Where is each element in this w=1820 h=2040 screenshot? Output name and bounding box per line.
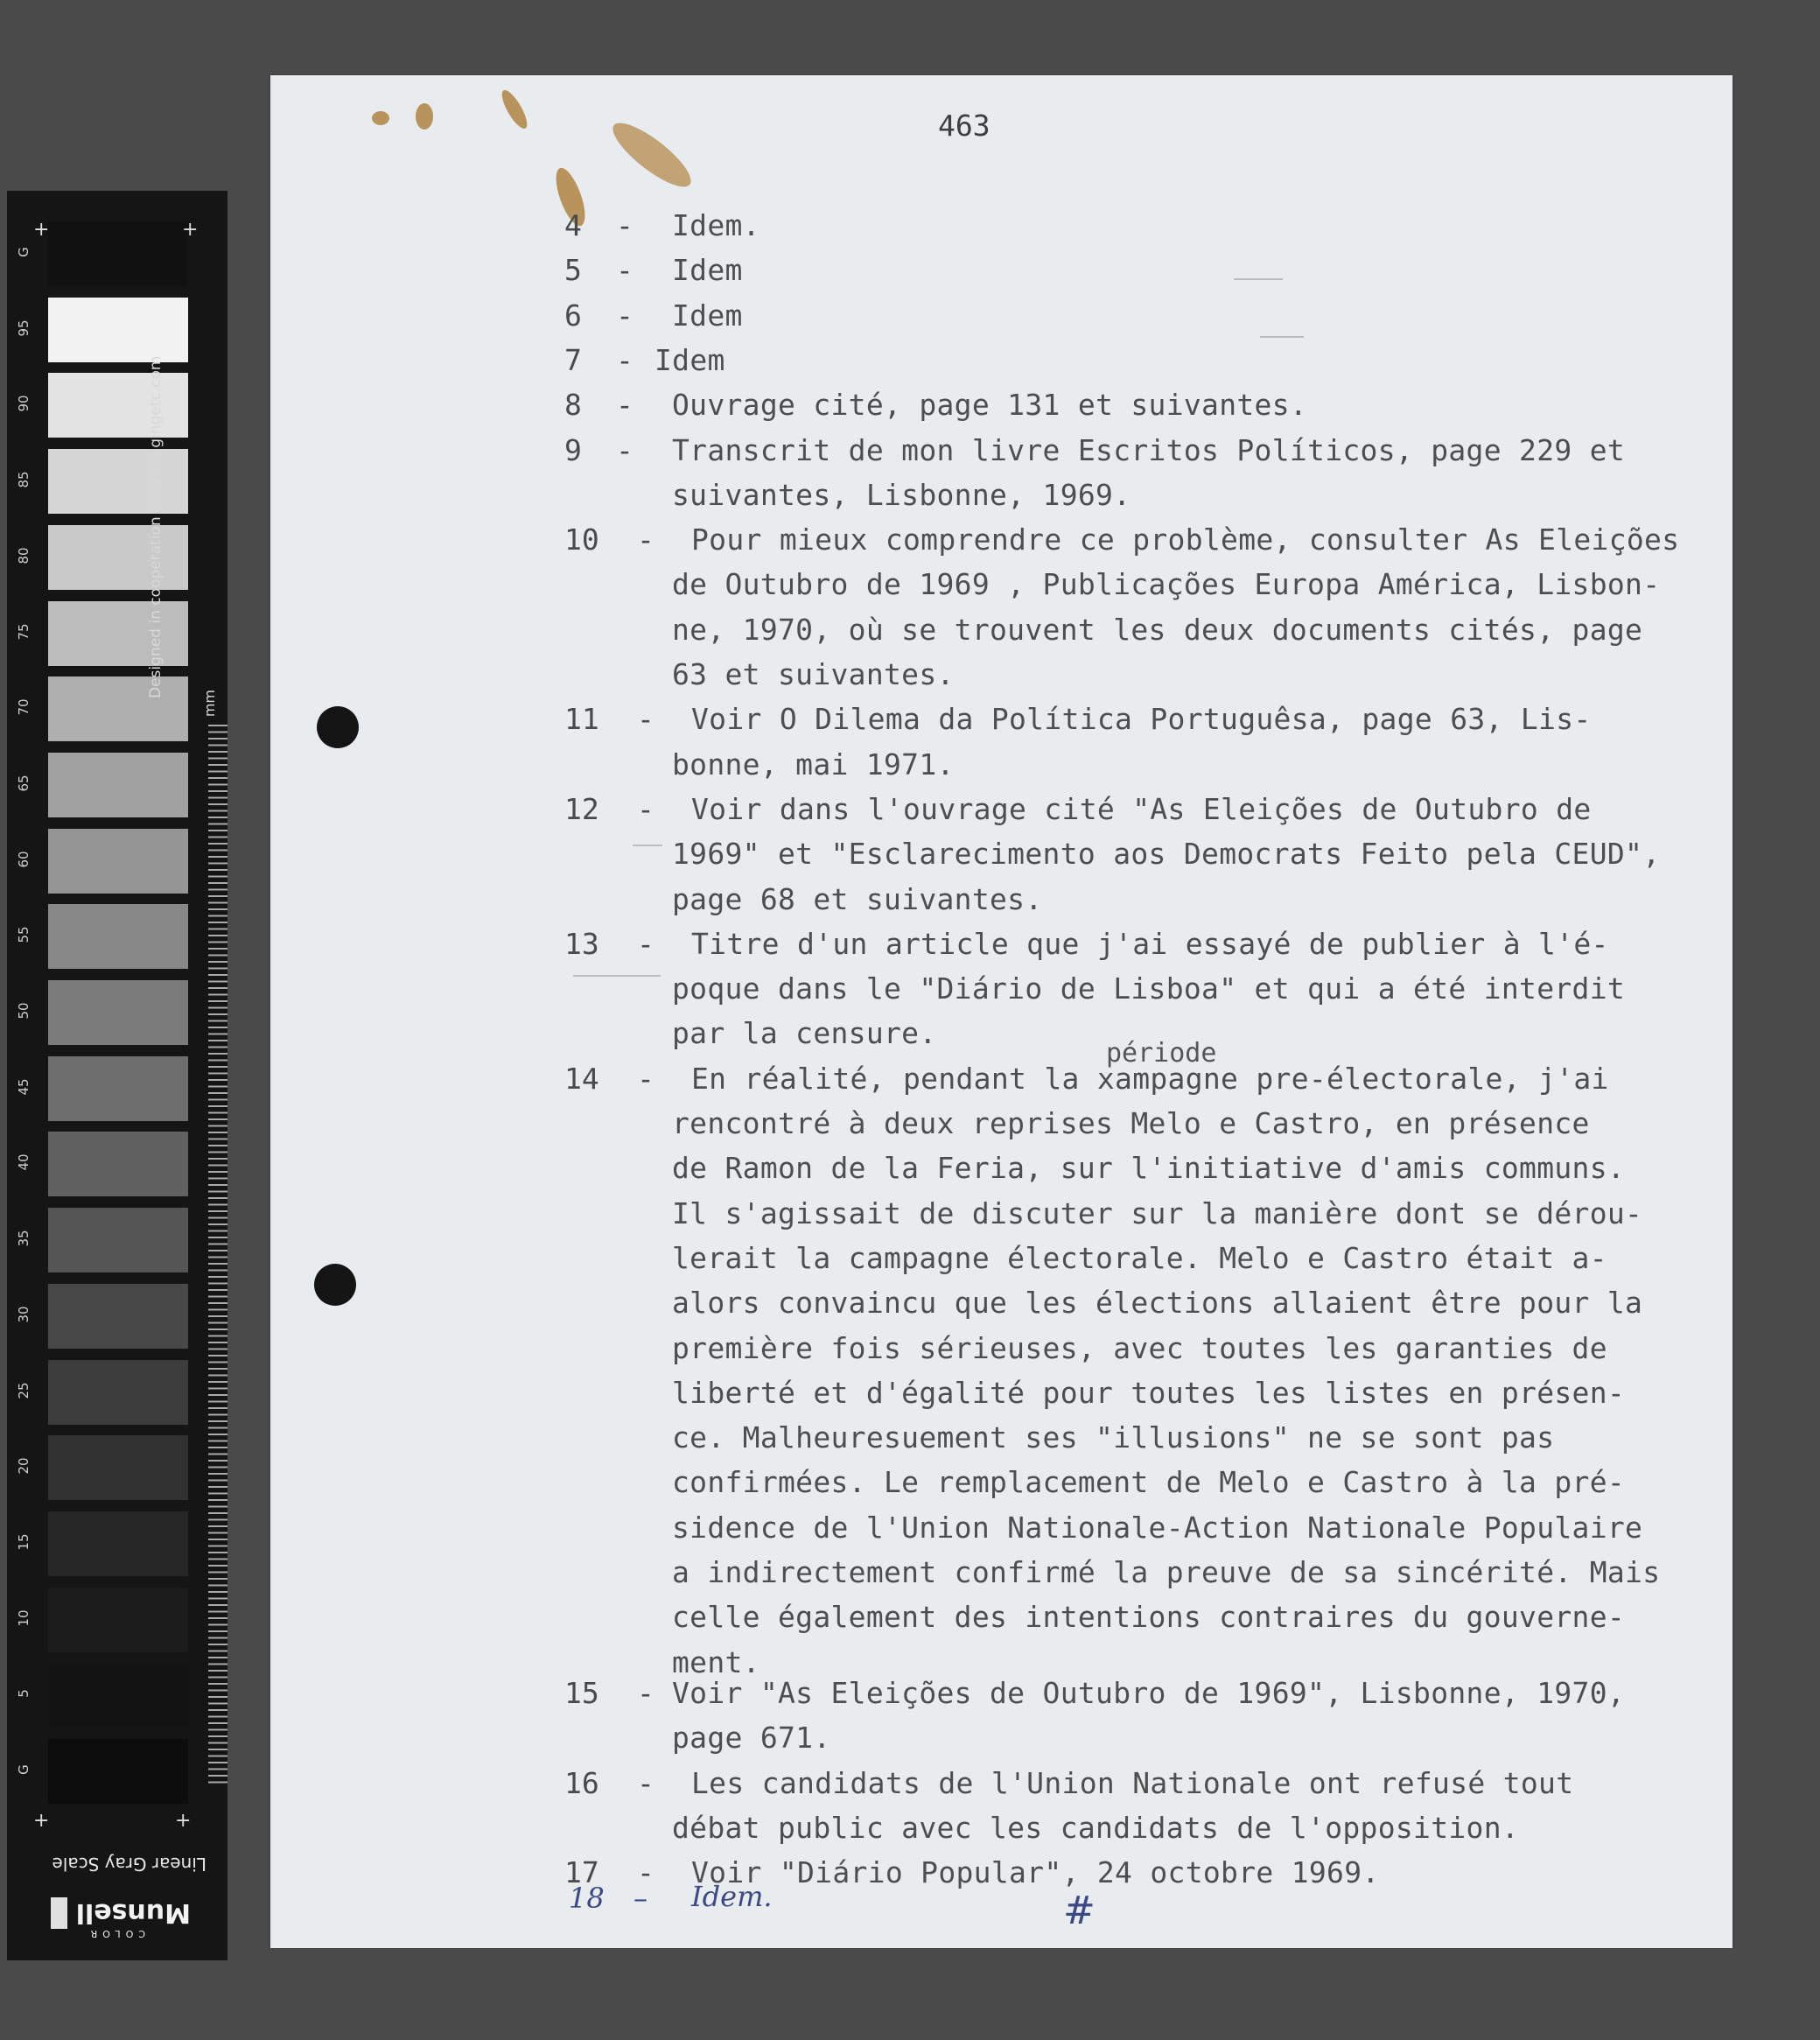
munsell-logo: Munsell COLOR [51, 1897, 191, 1929]
footnote-line: Idem [672, 253, 743, 288]
gray-patch-label: G [16, 1764, 32, 1775]
footnote-dash: - [616, 342, 634, 377]
footnote-line: Idem [654, 342, 725, 377]
gray-patch-label: 65 [16, 775, 32, 792]
footnote-line: celle également des intentions contraires du gouverne- [672, 1600, 1626, 1635]
gray-patch-label: 25 [16, 1381, 32, 1399]
handwritten-dash: – [634, 1882, 648, 1915]
gray-patch [48, 1588, 188, 1652]
gray-patch [48, 1511, 188, 1576]
gray-patch [48, 221, 188, 286]
pencil-mark [1260, 336, 1304, 338]
footnote-number: 15 [564, 1675, 599, 1710]
gray-patch [48, 1739, 188, 1804]
pencil-mark [633, 845, 662, 846]
footnote-dash: - [637, 522, 654, 557]
gray-patch [48, 980, 188, 1045]
footnote-dash: - [616, 208, 634, 242]
footnote-line: Voir dans l'ouvrage cité "As Eleições de Outubro de [691, 791, 1592, 826]
footnote-line: bonne, mai 1971. [672, 747, 955, 782]
document-page [270, 75, 1732, 1948]
gray-patch-label: 70 [16, 698, 32, 716]
gray-patch [48, 1208, 188, 1272]
footnote-line: Idem [672, 298, 743, 333]
gray-patch-label: 15 [16, 1533, 32, 1551]
footnote-number: 11 [564, 702, 599, 737]
footnote-dash: - [637, 702, 654, 737]
gray-patch [48, 1132, 188, 1196]
footnote-line: poque dans le "Diário de Lisboa" et qui a été interdit [672, 971, 1626, 1006]
stain-mark [416, 103, 433, 130]
card-credit: Designed in cooperation with imagingetc.com [147, 355, 164, 698]
gray-patch [48, 1360, 188, 1425]
handwritten-end-mark: # [1063, 1889, 1096, 1933]
gray-patch [48, 1435, 188, 1500]
footnote-number: 16 [564, 1765, 599, 1800]
pencil-mark [1234, 278, 1283, 280]
footnote-dash: - [616, 298, 634, 333]
registration-mark: + [182, 219, 199, 241]
footnote-line: première fois sérieuses, avec toutes les garanties de [672, 1330, 1607, 1365]
footnote-number: 8 [564, 388, 582, 423]
gray-patch-label: 5 [16, 1689, 32, 1699]
gray-patch-label: 50 [16, 1002, 32, 1020]
gray-scale-card [7, 191, 228, 1960]
footnote-line: Il s'agissait de discuter sur la manière dont se dérou- [672, 1195, 1643, 1230]
gray-patch [48, 753, 188, 817]
handwritten-note-text: Idem. [691, 1880, 773, 1913]
gray-patch-label: 95 [16, 319, 32, 337]
footnote-dash: - [637, 1061, 654, 1096]
gray-patch [48, 904, 188, 969]
footnote-line: En réalité, pendant la xampagne pre-électorale, j'ai [691, 1061, 1609, 1096]
pencil-mark [573, 975, 661, 977]
footnote-line: ne, 1970, où se trouvent les deux documents cités, page [672, 612, 1643, 647]
footnote-line: ce. Malheuresuement ses "illusions" ne se sont pas [672, 1420, 1555, 1455]
gray-patch [48, 1056, 188, 1121]
gray-patch-label: 75 [16, 622, 32, 641]
footnote-number: 14 [564, 1061, 599, 1096]
punch-hole [314, 1264, 356, 1306]
gray-patch-label: 85 [16, 471, 32, 488]
ruler-unit: mm [201, 690, 218, 718]
footnote-line: alors convaincu que les élections allaient être pour la [672, 1286, 1643, 1321]
footnote-number: 17 [564, 1855, 599, 1890]
gray-patch [48, 829, 188, 894]
footnote-line: Voir "As Eleições de Outubro de 1969", Lisbonne, 1970, [672, 1675, 1626, 1710]
footnote-dash: - [637, 926, 654, 961]
gray-patch-label: 80 [16, 547, 32, 564]
gray-patch-label: 55 [16, 926, 32, 943]
gray-patch [48, 1284, 188, 1349]
footnote-line: page 671. [672, 1721, 831, 1756]
footnote-line: liberté et d'égalité pour toutes les listes en présen- [672, 1375, 1626, 1410]
footnote-line: débat public avec les candidats de l'opposition. [672, 1810, 1520, 1845]
footnote-line: suivantes, Lisbonne, 1969. [672, 477, 1131, 512]
footnote-dash: - [616, 253, 634, 288]
footnote-line: rencontré à deux reprises Melo e Castro, en présence [672, 1106, 1590, 1140]
footnote-number: 12 [564, 791, 599, 826]
gray-patch-label: 60 [16, 851, 32, 868]
footnote-number: 7 [564, 342, 582, 377]
registration-mark: + [33, 1810, 50, 1832]
footnote-line: de Ramon de la Feria, sur l'initiative d'amis communs. [672, 1151, 1626, 1186]
footnote-number: 4 [564, 208, 582, 242]
gray-patch-label: 30 [16, 1306, 32, 1323]
footnote-line: Transcrit de mon livre Escritos Políticos, page 229 et [672, 432, 1626, 467]
mm-ruler [208, 725, 228, 1784]
footnote-line: Les candidats de l'Union Nationale ont refusé tout [691, 1765, 1574, 1800]
footnote-line: Idem. [672, 208, 760, 242]
footnote-dash: - [616, 432, 634, 467]
footnote-line: Titre d'un article que j'ai essayé de publier à l'é- [691, 926, 1609, 961]
footnote-line: Voir "Diário Popular", 24 octobre 1969. [691, 1855, 1380, 1890]
gray-patch [48, 1663, 188, 1728]
gray-patch-label: 40 [16, 1153, 32, 1171]
footnote-line: Voir O Dilema da Política Portuguêsa, page 63, Lis- [691, 702, 1592, 737]
footnote-number: 6 [564, 298, 582, 333]
scale-label: Linear Gray Scale [52, 1854, 206, 1875]
footnote-line: Ouvrage cité, page 131 et suivantes. [672, 388, 1308, 423]
footnote-line: page 68 et suivantes. [672, 881, 1043, 916]
footnote-number: 9 [564, 432, 582, 467]
footnote-dash: - [616, 388, 634, 423]
gray-patch-label: 90 [16, 395, 32, 412]
footnote-number: 5 [564, 253, 582, 288]
footnote-dash: - [637, 791, 654, 826]
gray-patch-label: G [16, 247, 32, 257]
gray-patch-label: 35 [16, 1230, 32, 1247]
handwritten-note-number: 18 [569, 1882, 605, 1915]
footnote-line: de Outubro de 1969 , Publicações Europa América, Lisbon- [672, 567, 1661, 602]
footnote-dash: - [637, 1675, 654, 1710]
registration-mark: + [33, 219, 50, 241]
footnote-line: sidence de l'Union Nationale-Action Nationale Populaire [672, 1510, 1643, 1545]
page-number: 463 [938, 109, 990, 143]
footnote-line: 1969" et "Esclarecimento aos Democrats Feito pela CEUD", [672, 837, 1661, 872]
registration-mark: + [175, 1810, 192, 1832]
gray-patch-label: 45 [16, 1078, 32, 1096]
footnote-line: lerait la campagne électorale. Melo e Castro était a- [672, 1240, 1607, 1275]
footnote-number: 13 [564, 926, 599, 961]
footnote-line: 63 et suivantes. [672, 657, 955, 691]
stain-mark [372, 111, 389, 125]
footnote-dash: - [637, 1855, 654, 1890]
footnote-number: 10 [564, 522, 599, 557]
footnote-dash: - [637, 1765, 654, 1800]
footnote-line: ment. [672, 1644, 760, 1679]
gray-patch-label: 10 [16, 1609, 32, 1627]
footnote-line: confirmées. Le remplacement de Melo e Castro à la pré- [672, 1465, 1626, 1500]
footnote-line: par la censure. [672, 1016, 937, 1051]
punch-hole [317, 706, 359, 748]
footnote-line: Pour mieux comprendre ce problème, consulter As Eleições [691, 522, 1680, 557]
gray-patch-label: 20 [16, 1457, 32, 1475]
correction-word: période [1106, 1038, 1217, 1069]
footnote-line: a indirectement confirmé la preuve de sa sincérité. Mais [672, 1555, 1661, 1589]
